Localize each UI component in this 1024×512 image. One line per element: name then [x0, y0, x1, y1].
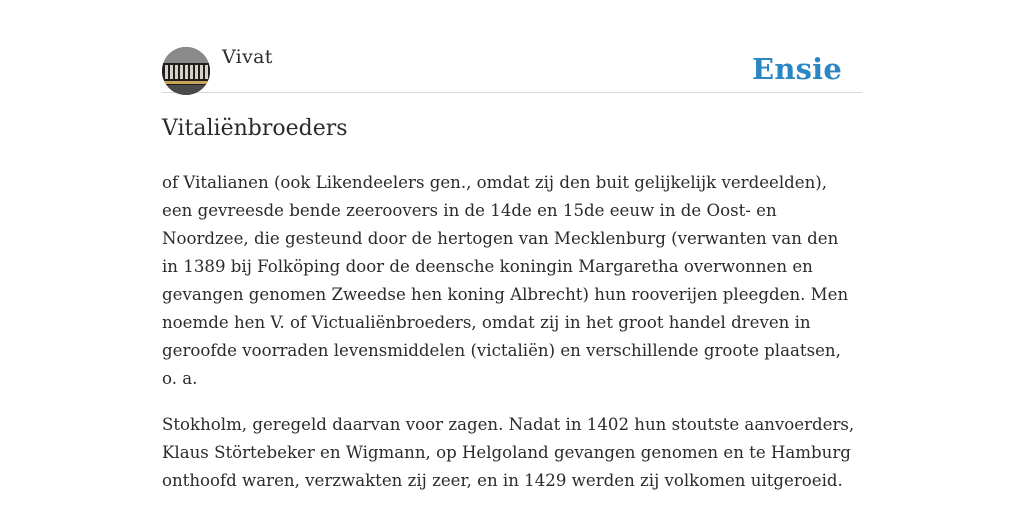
- site-logo[interactable]: Ensie: [752, 52, 842, 86]
- article-title: Vitaliënbroeders: [162, 116, 348, 141]
- page-header: [162, 0, 862, 93]
- paragraph-line: in 1389 bij Folköping door de deensche koningin Margaretha overwonnen en: [162, 257, 813, 276]
- paragraph-line: o. a.: [162, 369, 198, 388]
- paragraph-line: Klaus Störtebeker en Wigmann, op Helgoland gevangen genomen en te Hamburg: [162, 443, 851, 462]
- paragraph-line: Stokholm, geregeld daarvan voor zagen. Nadat in 1402 hun stoutste aanvoerders,: [162, 415, 855, 434]
- paragraph-line: Noordzee, die gesteund door de hertogen van Mecklenburg (verwanten van den: [162, 229, 839, 248]
- typewriter-keys-icon[interactable]: [162, 47, 210, 95]
- paragraph-line: geroofde voorraden levensmiddelen (victaliën) en verschillende groote plaatsen,: [162, 341, 841, 360]
- paragraph-line: noemde hen V. of Victualiënbroeders, omdat zij in het groot handel dreven in: [162, 313, 811, 332]
- paragraph-line: onthoofd waren, verzwakten zij zeer, en in 1429 werden zij volkomen uitgeroeid.: [162, 471, 843, 490]
- page-content: [162, 0, 862, 490]
- article-paragraph: [162, 169, 862, 393]
- article-paragraph: [162, 411, 862, 495]
- paragraph-line: een gevreesde bende zeeroovers in de 14de en 15de eeuw in de Oost- en: [162, 201, 777, 220]
- paragraph-line: of Vitalianen (ook Likendeelers gen., omdat zij den buit gelijkelijk verdeelden),: [162, 173, 828, 192]
- paragraph-line: gevangen genomen Zweedse hen koning Albrecht) hun rooverijen pleegden. Men: [162, 285, 849, 304]
- author-link[interactable]: Vivat: [222, 46, 273, 68]
- avatar-image: [162, 47, 210, 95]
